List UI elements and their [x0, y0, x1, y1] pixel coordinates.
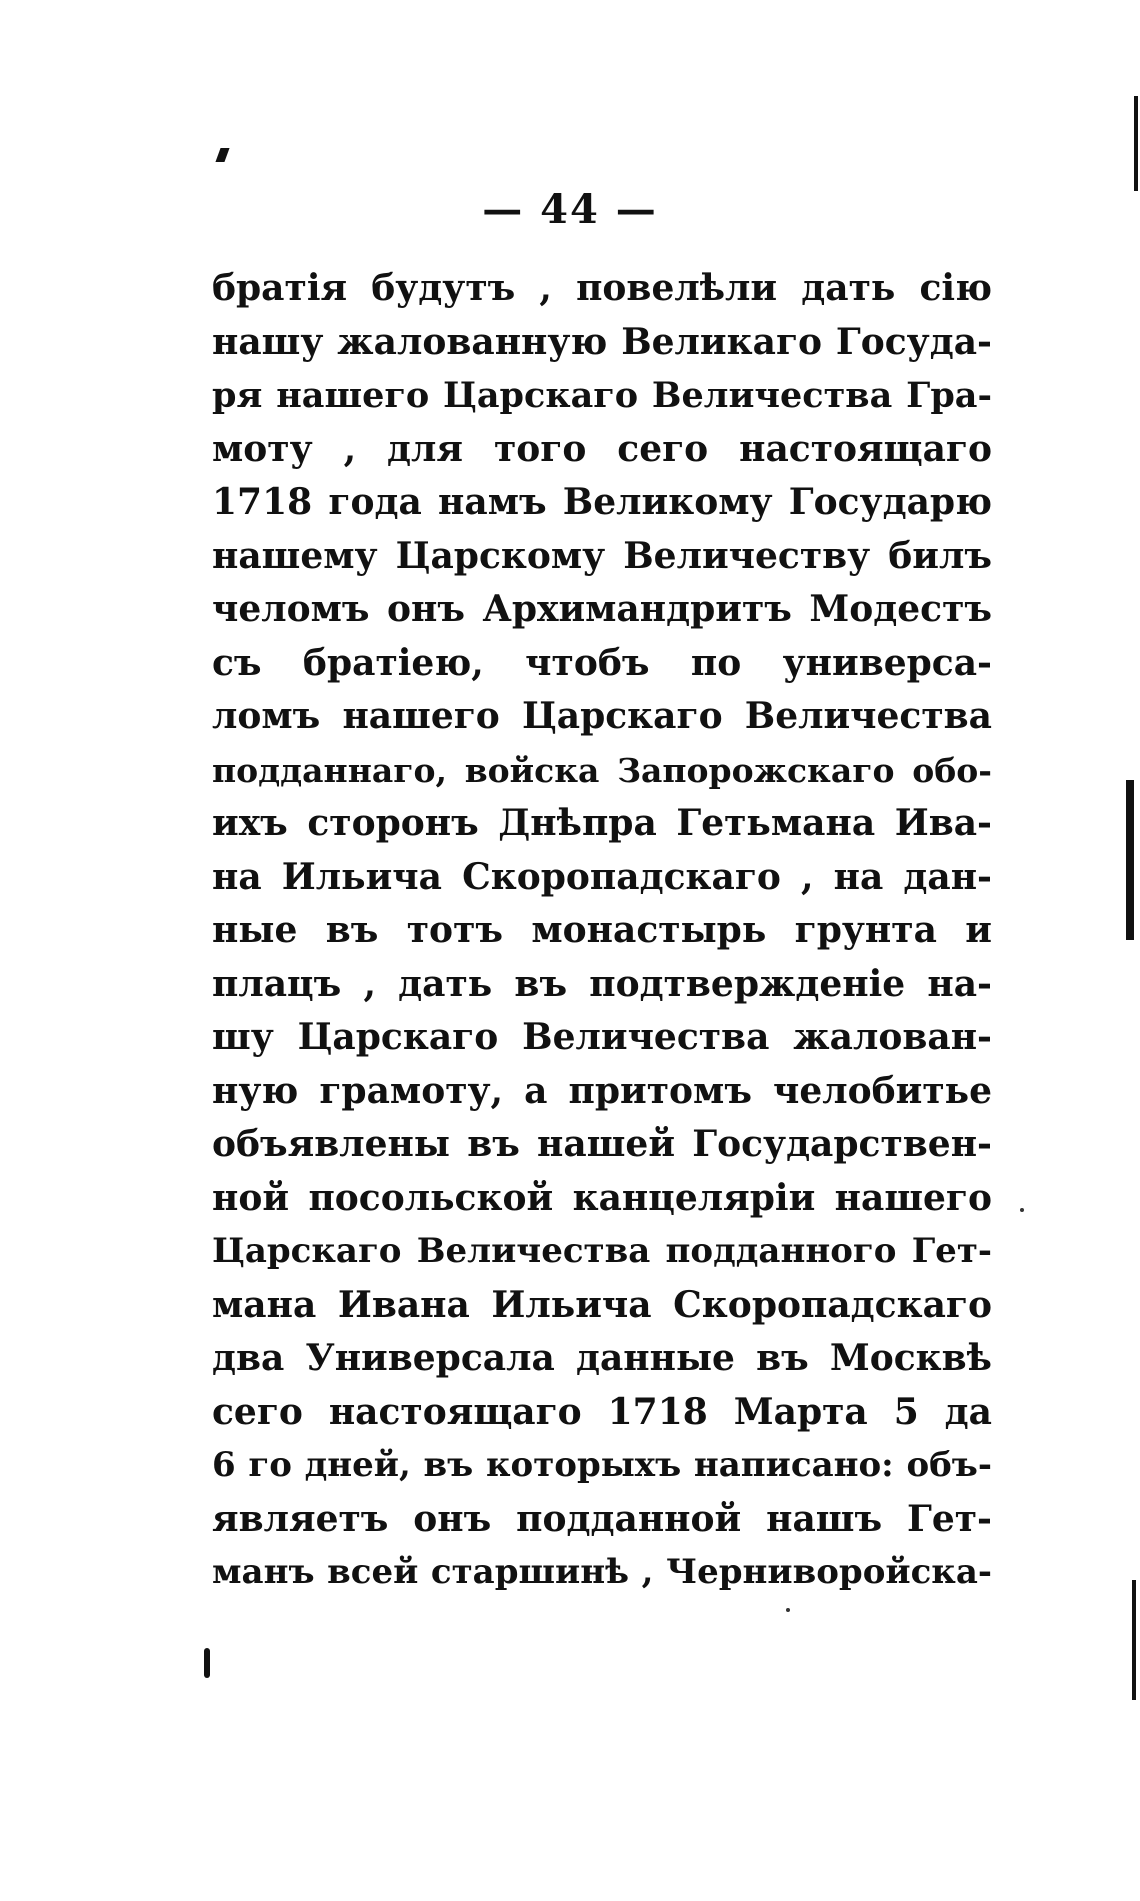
- text-line: ную грамоту, а притомъ челобитье: [212, 1069, 992, 1112]
- page-edge-mark: [1134, 96, 1138, 191]
- text-line: сего настоящаго 1718 Марта 5 да: [212, 1390, 992, 1433]
- text-line: Царскаго Величества подданного Гет-: [212, 1231, 992, 1271]
- text-line: шу Царскаго Величества жалован-: [212, 1016, 992, 1058]
- text-line: манъ всей старшинѣ , Черниворойска-: [212, 1552, 992, 1592]
- text-line: братія будутъ , повелѣли дать сію: [212, 267, 992, 309]
- scan-dot: [786, 1608, 790, 1612]
- text-line: челомъ онъ Архимандритъ Модестъ: [212, 588, 992, 630]
- text-line: являетъ онъ подданной нашъ Гет-: [212, 1497, 992, 1540]
- body-text: [212, 262, 992, 1600]
- text-line: 6 го дней, въ которыхъ написано: объ-: [212, 1445, 992, 1485]
- text-line: подданнаго, войска Запорожскаго обо-: [212, 750, 992, 790]
- text-line: ломъ нашего Царскаго Величества: [212, 695, 992, 737]
- scan-mark: [204, 1648, 210, 1678]
- scan-dot: [1020, 1208, 1024, 1212]
- text-line: мана Ивана Ильича Скоропадскаго: [212, 1283, 992, 1326]
- text-line: моту , для того сего настоящаго: [212, 427, 992, 470]
- scan-mark: [215, 148, 229, 162]
- text-line: два Универсала данные въ Москвѣ: [212, 1337, 992, 1379]
- text-line: плацъ , дать въ подтвержденіе на-: [212, 962, 992, 1005]
- text-line: нашему Царскому Величеству билъ: [212, 534, 992, 577]
- text-line: ря нашего Царскаго Величества Гра-: [212, 375, 992, 416]
- text-line: ной посольской канцеляріи нашего: [212, 1176, 992, 1219]
- text-line: ные въ тотъ монастырь грунта и: [212, 909, 992, 951]
- text-line: 1718 года намъ Великому Государю: [212, 481, 992, 523]
- page-edge-mark: [1126, 780, 1134, 940]
- text-line: нашу жалованную Великаго Госуда-: [212, 320, 992, 363]
- text-line: на Ильича Скоропадскаго , на дан-: [212, 855, 992, 898]
- text-line: съ братіею, чтобъ по универса-: [212, 641, 992, 684]
- page-edge-mark: [1132, 1580, 1136, 1700]
- text-line: ихъ сторонъ Днѣпра Гетьмана Ива-: [212, 802, 992, 844]
- text-line: объявлены въ нашей Государствен-: [212, 1123, 992, 1165]
- page-number: — 44 —: [482, 186, 658, 233]
